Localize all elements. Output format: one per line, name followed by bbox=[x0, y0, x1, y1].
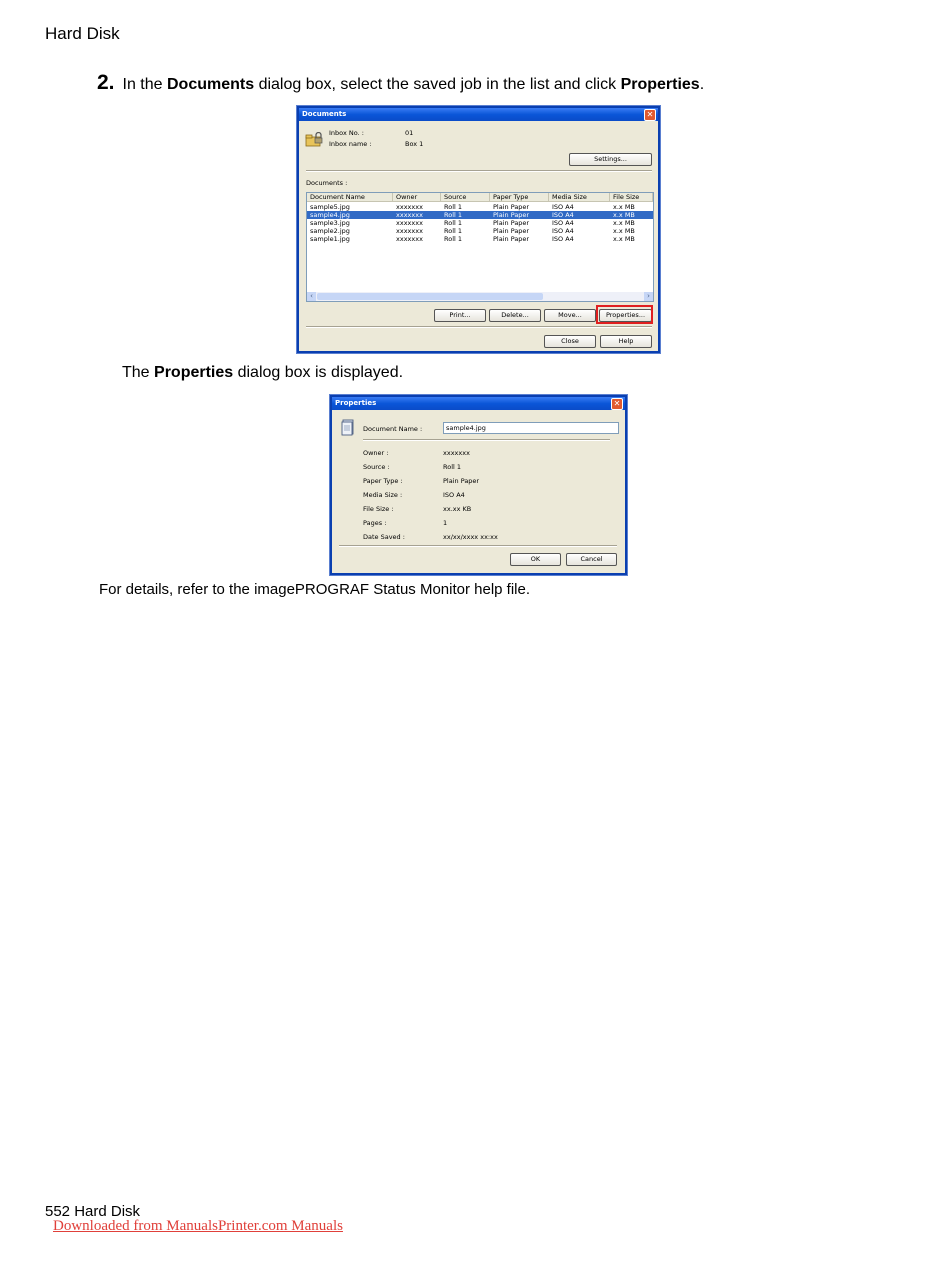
caption-bold: Properties bbox=[154, 364, 234, 381]
properties-dialog bbox=[330, 395, 627, 575]
owner-label: Owner : bbox=[363, 449, 389, 457]
row-name: sample3.jpg bbox=[310, 219, 350, 227]
row-media: ISO A4 bbox=[552, 227, 574, 235]
details-note: For details, refer to the imagePROGRAF Status Monitor help file. bbox=[99, 581, 531, 598]
row-media: ISO A4 bbox=[552, 219, 574, 227]
caption-text-2: dialog box is displayed. bbox=[233, 364, 404, 381]
row-size: x.x MB bbox=[613, 211, 635, 219]
step-instruction bbox=[97, 71, 704, 95]
row-owner: xxxxxxx bbox=[396, 203, 423, 211]
row-media: ISO A4 bbox=[552, 211, 574, 219]
table-row[interactable] bbox=[307, 203, 653, 211]
close-icon[interactable]: ✕ bbox=[644, 109, 656, 121]
file-size-value: xx.xx KB bbox=[443, 505, 472, 513]
delete-button[interactable]: Delete... bbox=[489, 309, 541, 322]
column-file-size[interactable]: File Size bbox=[610, 193, 653, 202]
row-owner: xxxxxxx bbox=[396, 235, 423, 243]
table-row[interactable] bbox=[307, 235, 653, 243]
close-icon[interactable]: ✕ bbox=[611, 398, 623, 410]
row-paper: Plain Paper bbox=[493, 227, 530, 235]
pages-label: Pages : bbox=[363, 519, 387, 527]
inbox-no-label: Inbox No. : bbox=[329, 129, 364, 137]
row-source: Roll 1 bbox=[444, 235, 463, 243]
row-owner: xxxxxxx bbox=[396, 211, 423, 219]
ok-button[interactable]: OK bbox=[510, 553, 561, 566]
properties-title: Properties bbox=[335, 399, 377, 407]
table-row-selected[interactable] bbox=[307, 211, 653, 219]
divider bbox=[363, 439, 610, 441]
page-header: Hard Disk bbox=[45, 24, 120, 43]
document-icon bbox=[341, 419, 355, 436]
caption-text-1: The bbox=[122, 364, 155, 381]
row-paper: Plain Paper bbox=[493, 203, 530, 211]
step-text-2: dialog box, select the saved job in the list and click bbox=[254, 76, 621, 93]
documents-list[interactable] bbox=[306, 192, 654, 302]
scroll-left-icon[interactable]: ‹ bbox=[307, 292, 316, 301]
document-name-label: Document Name : bbox=[363, 425, 423, 433]
paper-type-value: Plain Paper bbox=[443, 477, 480, 485]
owner-value: xxxxxxx bbox=[443, 449, 470, 457]
settings-button[interactable]: Settings... bbox=[569, 153, 652, 166]
row-owner: xxxxxxx bbox=[396, 219, 423, 227]
documents-dialog bbox=[297, 106, 660, 353]
inbox-no-value: 01 bbox=[405, 129, 414, 137]
help-button[interactable]: Help bbox=[600, 335, 652, 348]
row-media: ISO A4 bbox=[552, 203, 574, 211]
date-saved-label: Date Saved : bbox=[363, 533, 405, 541]
step-bold-properties: Properties bbox=[620, 76, 700, 93]
column-media-size[interactable]: Media Size bbox=[549, 193, 610, 202]
properties-highlight bbox=[596, 305, 653, 324]
divider bbox=[339, 545, 617, 547]
move-button[interactable]: Move... bbox=[544, 309, 596, 322]
row-name: sample4.jpg bbox=[310, 211, 350, 219]
divider bbox=[306, 170, 652, 172]
row-paper: Plain Paper bbox=[493, 219, 530, 227]
row-size: x.x MB bbox=[613, 235, 635, 243]
step-number: 2. bbox=[97, 71, 115, 94]
scroll-right-icon[interactable]: › bbox=[644, 292, 653, 301]
media-size-value: ISO A4 bbox=[443, 491, 465, 499]
column-document-name[interactable]: Document Name bbox=[307, 193, 393, 202]
row-paper: Plain Paper bbox=[493, 211, 530, 219]
media-size-label: Media Size : bbox=[363, 491, 403, 499]
horizontal-scrollbar[interactable] bbox=[307, 292, 653, 301]
properties-button[interactable]: Properties... bbox=[599, 309, 652, 322]
row-source: Roll 1 bbox=[444, 203, 463, 211]
row-name: sample1.jpg bbox=[310, 235, 350, 243]
column-paper-type[interactable]: Paper Type bbox=[490, 193, 549, 202]
page-footer: 552 Hard Disk bbox=[45, 1203, 141, 1220]
paper-type-label: Paper Type : bbox=[363, 477, 403, 485]
row-size: x.x MB bbox=[613, 227, 635, 235]
documents-title: Documents bbox=[302, 110, 347, 118]
caption bbox=[122, 364, 403, 382]
lock-folder-icon bbox=[305, 132, 323, 148]
row-media: ISO A4 bbox=[552, 235, 574, 243]
close-button[interactable]: Close bbox=[544, 335, 596, 348]
row-paper: Plain Paper bbox=[493, 235, 530, 243]
row-size: x.x MB bbox=[613, 203, 635, 211]
print-button[interactable]: Print... bbox=[434, 309, 486, 322]
pages-value: 1 bbox=[443, 519, 448, 527]
source-label: Source : bbox=[363, 463, 390, 471]
divider bbox=[306, 326, 652, 328]
column-owner[interactable]: Owner bbox=[393, 193, 441, 202]
document-name-field[interactable]: sample4.jpg bbox=[443, 422, 619, 434]
scrollbar-thumb[interactable] bbox=[317, 293, 543, 300]
step-bold-documents: Documents bbox=[167, 76, 255, 93]
row-name: sample5.jpg bbox=[310, 203, 350, 211]
properties-titlebar bbox=[332, 397, 625, 410]
documents-titlebar bbox=[299, 108, 658, 121]
inbox-name-value: Box 1 bbox=[405, 140, 424, 148]
step-text-3: . bbox=[699, 76, 705, 93]
step-text-1: In the bbox=[122, 76, 167, 93]
table-row[interactable] bbox=[307, 219, 653, 227]
date-saved-value: xx/xx/xxxx xx:xx bbox=[443, 533, 498, 541]
row-source: Roll 1 bbox=[444, 227, 463, 235]
row-owner: xxxxxxx bbox=[396, 227, 423, 235]
row-size: x.x MB bbox=[613, 219, 635, 227]
cancel-button[interactable]: Cancel bbox=[566, 553, 617, 566]
column-source[interactable]: Source bbox=[441, 193, 490, 202]
source-link[interactable]: Downloaded from ManualsPrinter.com Manuals bbox=[53, 1218, 343, 1234]
source-value: Roll 1 bbox=[443, 463, 462, 471]
table-row[interactable] bbox=[307, 227, 653, 235]
row-source: Roll 1 bbox=[444, 219, 463, 227]
inbox-name-label: Inbox name : bbox=[329, 140, 372, 148]
documents-label: Documents : bbox=[306, 179, 348, 187]
file-size-label: File Size : bbox=[363, 505, 394, 513]
row-name: sample2.jpg bbox=[310, 227, 350, 235]
row-source: Roll 1 bbox=[444, 211, 463, 219]
